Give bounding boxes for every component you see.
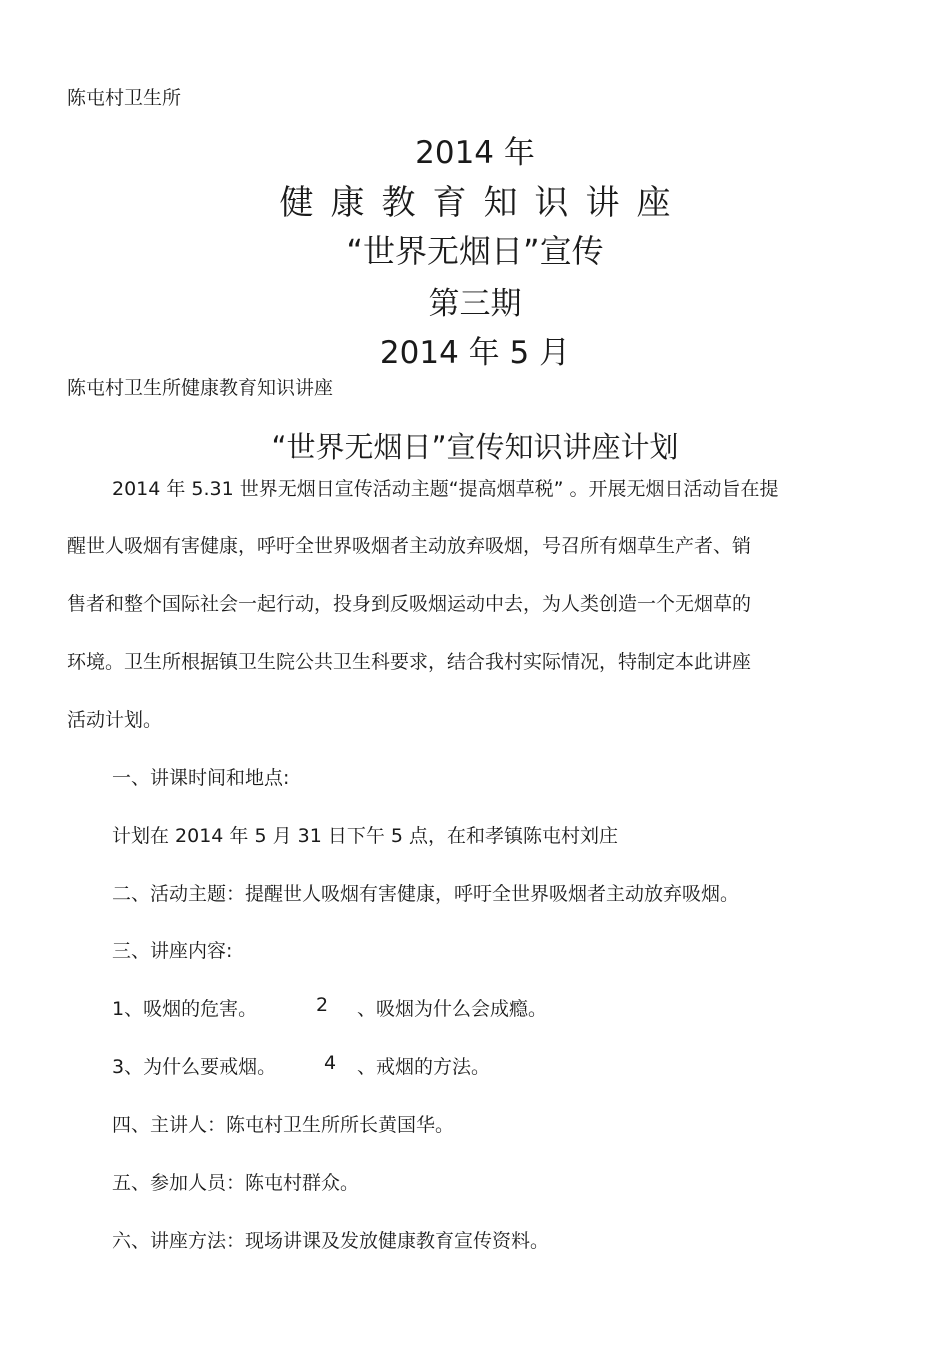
cover-subtitle: “世界无烟日”宣传 [346,232,604,270]
content-item: 1、吸烟的危害。 [112,998,258,1020]
section-time-place-text: 计划在 2014 年 5 月 31 日下午 5 点，在和孝镇陈屯村刘庄 [112,825,619,847]
cover-issue: 第三期 [428,286,522,322]
intro-line: 售者和整个国际社会一起行动，投身到反吸烟运动中去，为人类创造一个无烟草的 [67,593,752,615]
section-theme: 二、活动主题：提醒世人吸烟有害健康，呼吁全世界吸烟者主动放弃吸烟。 [112,883,740,905]
section-method: 六、讲座方法：现场讲课及发放健康教育宣传资料。 [112,1230,550,1252]
cover-date: 2014 年 5 月 [379,335,571,371]
content-item: 、吸烟为什么会成瘾。 [357,998,548,1020]
cover-year: 2014 年 [415,135,535,171]
section-speaker: 四、主讲人：陈屯村卫生所所长黄国华。 [112,1114,455,1136]
organization-name: 陈屯村卫生所 [67,87,182,109]
section-participants: 五、参加人员：陈屯村群众。 [112,1172,360,1194]
content-item: 3、为什么要戒烟。 [112,1056,277,1078]
section-time-place-title: 一、讲课时间和地点: [112,767,290,789]
content-item-number: 4 [324,1052,337,1074]
plan-title: “世界无烟日”宣传知识讲座计划 [271,430,679,464]
content-item-number: 2 [316,994,329,1016]
content-item: 、戒烟的方法。 [357,1056,491,1078]
intro-line: 活动计划。 [67,709,163,731]
plan-header: 陈屯村卫生所健康教育知识讲座 [67,377,334,399]
intro-line: 环境。卫生所根据镇卫生院公共卫生科要求，结合我村实际情况，特制定本此讲座 [67,651,752,673]
intro-line: 2014 年 5.31 世界无烟日宣传活动主题“提高烟草税” 。开展无烟日活动旨在提 [112,478,779,500]
cover-title: 健康教育知识讲座 [279,183,688,223]
section-content-title: 三、讲座内容: [112,940,233,962]
intro-line: 醒世人吸烟有害健康，呼吁全世界吸烟者主动放弃吸烟，号召所有烟草生产者、销 [67,535,752,557]
